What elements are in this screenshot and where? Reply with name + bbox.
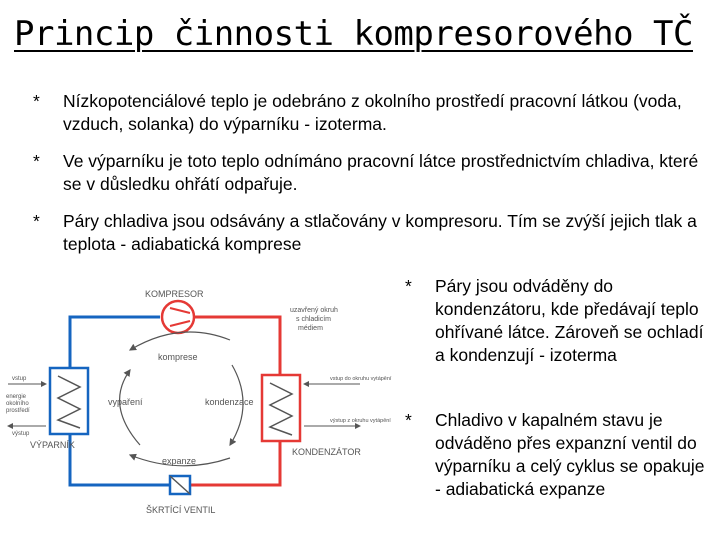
- bullet-item: [33, 90, 713, 136]
- hot-pipe: [70, 317, 160, 368]
- evaporator-label: VÝPARNÍK: [30, 440, 75, 450]
- compressor-note: uzavřený okruh: [290, 307, 338, 314]
- cold-pipe: [190, 442, 280, 485]
- heat-pump-diagram: [0, 280, 405, 540]
- expansion-valve-icon: [170, 476, 190, 494]
- bullet-item: [405, 275, 715, 367]
- left-energy-label: prostředí: [6, 408, 30, 414]
- compressor-note: médiem: [298, 325, 323, 332]
- bullet-text: Ve výparníku je toto teplo odnímáno pracovní látce prostřednictvím chladiva, které se v důsledku ohřátí odpařuje.: [63, 151, 699, 194]
- right-outlet-label: výstup z okruhu vytápění: [330, 418, 391, 424]
- bullet-text: Chladivo v kapalném stavu je odváděno přes expanzní ventil do výparníku a celý cyklus se opakuje - adiabatická expanze: [435, 410, 705, 499]
- left-energy-label: energie: [6, 394, 27, 400]
- slide-title: Princip činnosti kompresorového TČ: [14, 14, 693, 54]
- evaporation-label: vypaření: [108, 397, 143, 407]
- condenser-label: KONDENZÁTOR: [292, 447, 361, 457]
- right-inlet-label: vstup do okruhu vytápění: [330, 376, 392, 382]
- left-outlet-label: výstup: [12, 431, 30, 437]
- compression-label: komprese: [158, 352, 198, 362]
- hot-pipe: [195, 317, 280, 375]
- expansion-label: expanze: [162, 456, 197, 466]
- bullet-text: Páry chladiva jsou odsávány a stlačovány v kompresoru. Tím se zvýší jejich tlak a teplota - adiabatická komprese: [63, 211, 697, 254]
- bullet-text: Páry jsou odváděny do kondenzátoru, kde předávají teplo ohřívané látce. Zároveň se ochladí a kondenzují - izoterma: [435, 276, 704, 365]
- evaporator-icon: [50, 368, 88, 434]
- bullet-marker: *: [33, 211, 40, 231]
- condensation-label: kondenzace: [205, 397, 254, 407]
- condenser-icon: [262, 375, 300, 441]
- valve-label: ŠKRTÍCÍ VENTIL: [146, 505, 216, 515]
- compressor-label: KOMPRESOR: [145, 289, 204, 299]
- bullet-item: [405, 409, 715, 501]
- bullet-marker: *: [405, 410, 412, 430]
- left-inlet-label: vstup: [12, 376, 27, 382]
- bullet-marker: *: [33, 91, 40, 111]
- evaporation-arrow: [120, 370, 140, 445]
- left-energy-label: okolního: [6, 401, 29, 407]
- cold-pipe: [70, 435, 170, 485]
- compressor-icon: [162, 301, 194, 333]
- bullet-marker: *: [405, 276, 412, 296]
- bullet-marker: *: [33, 151, 40, 171]
- heat-pump-diagram-svg: [0, 280, 405, 540]
- bullet-item: [33, 150, 713, 196]
- compressor-note: s chladicím: [296, 316, 332, 323]
- bullet-item: [33, 210, 713, 256]
- compression-arrow: [130, 332, 230, 350]
- bullet-text: Nízkopotenciálové teplo je odebráno z okolního prostředí pracovní látkou (voda, vzduch, solanka) do výparníku - izoterma.: [63, 91, 682, 134]
